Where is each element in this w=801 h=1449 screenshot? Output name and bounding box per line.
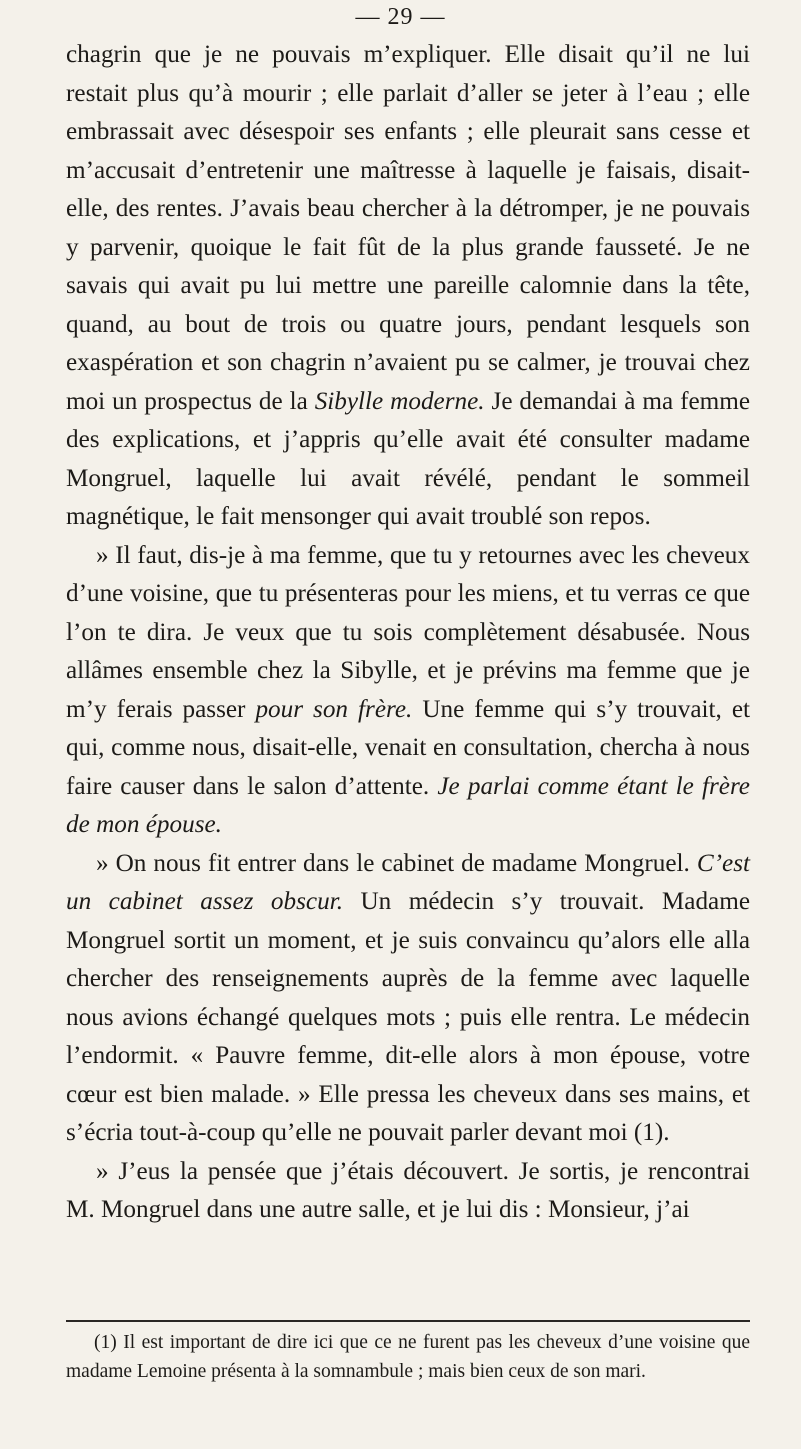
paragraph — [66, 36, 750, 537]
text-run: Une femme qui s’y trouvait, et qui, comme nous, disait-elle, venait en consultation, chercha à nous faire causer dans le salon d’attente. — [66, 695, 750, 800]
italic-text: Je parlai comme étant le frère de mon épouse. — [66, 772, 750, 838]
paragraph — [66, 845, 750, 1153]
text-run: » On nous fit entrer dans le cabinet de madame Mongruel. — [96, 849, 697, 877]
text-run: chagrin que je ne pouvais m’expliquer. Elle disait qu’il ne lui restait plus qu’à mourir ; elle parlait d’aller se jeter à l’eau ; elle embrassait avec désespoir ses enfants ; elle pleurait sans cesse et m’accusait d’entretenir une maîtresse à laquelle je faisais, disait-elle, des rentes. J’avais beau chercher à la détromper, je ne pouvais y parvenir, quoique le fait fût de la plus grande fausseté. Je ne savais qui avait pu lui mettre une pareille calomnie dans la tête, quand, au bout de trois ou quatre jours, pendant lesquels son exaspération et son chagrin n’avaient pu se calmer, je trouvai chez moi un prospectus de la — [66, 41, 750, 415]
italic-text: Sibylle moderne. — [314, 387, 485, 415]
text-run: » J’eus la pensée que j’étais découvert. Je sortis, je rencontrai M. Mongruel dans une autre salle, et je lui dis : Monsieur, j’ai — [66, 1157, 750, 1223]
italic-text: C’est un cabinet assez obscur. — [66, 849, 750, 915]
italic-text: pour son frère. — [255, 695, 413, 723]
paragraph — [66, 537, 750, 845]
text-run: » Il faut, dis-je à ma femme, que tu y retournes avec les cheveux d’une voisine, que tu présenteras pour les miens, et tu verras ce que l’on te dira. Je veux que tu sois complètement désabusée. Nous allâmes ensemble chez la Sibylle, et je prévins ma femme que je m’y ferais passer — [66, 541, 750, 723]
body-text — [66, 36, 750, 1230]
text-run: Un médecin s’y trouvait. Madame Mongruel sortit un moment, et je suis convaincu qu’alors elle alla chercher des renseignements auprès de la femme avec laquelle nous avions échangé quelques mots ; puis elle rentra. Le médecin l’endormit. « Pauvre femme, dit-elle alors à mon épouse, votre cœur est bien malade. » Elle pressa les cheveux dans ses mains, et s’écria tout-à-coup qu’elle ne pouvait parler devant moi (1). — [66, 888, 751, 1146]
page-number: — 29 — — [355, 4, 446, 30]
paragraph — [66, 1153, 750, 1230]
footnote-rule — [66, 1320, 750, 1322]
text-run: Je demandai à ma femme des explications, et j’appris qu’elle avait été consulter madame Mongruel, laquelle lui avait révélé, pendant le sommeil magnétique, le fait mensonger qui avait troublé son repos. — [66, 387, 751, 530]
footnote: (1) Il est important de dire ici que ce ne furent pas les cheveux d’une voisine que madame Lemoine présenta à la somnambule ; mais bien ceux de son mari. — [66, 1332, 750, 1382]
